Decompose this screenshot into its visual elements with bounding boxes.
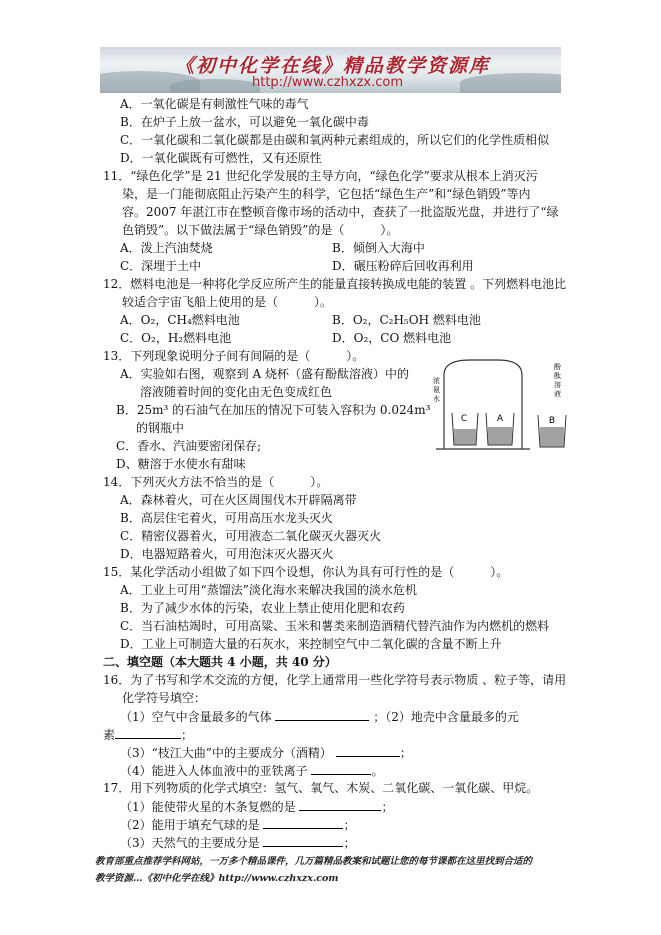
q15-option-d: D．工业上可制造大量的石灰水，来控制空气中二氧化碳的含量不断上升	[120, 637, 502, 651]
label-beaker-a: A	[496, 414, 504, 424]
q17-answer-blank-2[interactable]	[263, 816, 343, 829]
q13-stem: 13．下列现象说明分子间有间隔的是（ ）。	[103, 349, 365, 363]
q12-option-a: A．O₂，CH₄燃料电池	[120, 313, 240, 327]
q16-answer-blank-4[interactable]	[311, 762, 371, 775]
q14-stem: 14．下列灭火方法不恰当的是（ ）。	[103, 475, 329, 489]
footer-line-2: 教学资源…《初中化学在线》http://www.czhxzx.com	[95, 873, 339, 884]
q13-option-a-2: 溶液随着时间的变化由无色变成红色	[140, 385, 333, 399]
q12-option-d: D．O₂，CO 燃料电池	[332, 331, 452, 345]
section-heading-fill-in: 二、填空题（本大题共 4 小题，共 40 分）	[103, 655, 337, 669]
q16-semicolon-3: ；	[399, 746, 412, 760]
q12-stem-1: 12．燃料电池是一种将化学反应所产生的能量直接转换成电能的装置 。下列燃料电池比	[103, 277, 567, 291]
q17-item-2	[120, 816, 355, 833]
q11-option-c: C．深埋于土中	[120, 259, 202, 273]
q13-option-c: C．香水、汽油要密闭保存;	[116, 439, 262, 453]
q17-semicolon-3: ；	[343, 836, 356, 850]
q16-semicolon-2: ；	[181, 728, 194, 742]
q15-option-b: B．为了减少水体的污染，农业上禁止使用化肥和农药	[120, 601, 405, 615]
q16-answer-blank-1[interactable]	[275, 708, 369, 721]
footer-line-1: 教育部重点推荐学科网站，一万多个精品课件，几万篇精品教案和试题让您的每节课都在这里找到合适的	[95, 856, 533, 867]
q16-item-3-text: （3）“枝江大曲”中的主要成分（酒精）	[120, 746, 332, 760]
q16-period: 。	[371, 764, 384, 778]
q12-option-b: B．O₂，C₂H₅OH 燃料电池	[332, 313, 481, 327]
header-banner	[100, 47, 561, 93]
q16-item-3	[120, 744, 412, 761]
q13-option-b-1: B．25m³ 的石油气在加压的情况下可装入容积为 0.024m³	[116, 403, 431, 417]
q14-option-b: B．高层住宅着火，可用高压水龙头灭火	[120, 511, 333, 525]
q16-item-2-suffix: 素	[103, 728, 116, 742]
beaker-b-liquid	[540, 427, 564, 447]
q12-option-c: C．O₂，H₂燃料电池	[120, 331, 232, 345]
beaker-c-liquid	[454, 429, 476, 445]
label-beaker-c: C	[460, 414, 468, 424]
q17-semicolon-2: ；	[343, 818, 356, 832]
q11-stem-3: 容。2007 年湛江市在整顿音像市场的活动中，查获了一批盗版光盘，并进行了“绿	[122, 205, 559, 219]
banner-title: 《初中化学在线》精品教学资源库	[175, 55, 491, 77]
q15-option-a: A．工业上可用“蒸馏法”淡化海水来解决我国的淡水危机	[120, 583, 417, 597]
q11-stem-1: 11．“绿色化学”是 21 世纪化学发展的主导方向，“绿色化学”要求从根本上消灭污	[103, 169, 538, 183]
q15-option-c: C．当石油枯竭时，可用高粱、玉米和薯类来制造酒精代替汽油作为内燃机的燃料	[120, 619, 550, 633]
q17-item-3	[120, 834, 355, 851]
q14-option-a: A．森林着火，可在火区周围伐木开辟隔离带	[120, 493, 357, 507]
q17-answer-blank-3[interactable]	[263, 834, 343, 847]
label-beaker-b: B	[548, 416, 556, 426]
q13-option-b-2: 的钢瓶中	[136, 421, 185, 435]
q16-item-4-text: （4）能进入人体血液中的亚铁离子	[120, 764, 308, 778]
q16-stem-2: 化学符号填空：	[122, 691, 207, 705]
q11-option-d: D．碾压粉碎后回收再利用	[332, 259, 474, 273]
q13-option-d: D、糖溶于水使水有甜味	[116, 457, 246, 471]
q17-answer-blank-1[interactable]	[299, 798, 381, 811]
q10-option-d: D．一氧化碳既有可燃性，又有还原性	[120, 151, 322, 165]
q17-item-2-text: （2）能用于填充气球的是	[120, 818, 260, 832]
ammonia-diffusion-figure	[430, 357, 580, 450]
q10-option-c: C．一氧化碳和二氧化碳都是由碳和氧两种元素组成的，所以它们的化学性质相似	[120, 133, 550, 147]
q17-item-3-text: （3）天然气的主要成分是	[120, 836, 260, 850]
label-ammonia: 浓氨水	[433, 377, 440, 403]
q17-item-1-text: （1）能使带火星的木条复燃的是	[120, 800, 296, 814]
q16-item-2-text: ；（2）地壳中含量最多的元	[373, 710, 519, 724]
q17-stem: 17．用下列物质的化学式填空：氢气、氧气、木炭、二氧化碳、一氧化碳、甲烷。	[103, 781, 539, 795]
q11-option-a: A．泼上汽油焚烧	[120, 241, 213, 255]
q16-item-2-cont	[103, 726, 193, 743]
q11-stem-2: 染，是一门能彻底阻止污染产生的科学，它包括“绿色生产”和“绿色销毁”等内	[122, 187, 531, 201]
q10-option-b: B．在炉子上放一盆水，可以避免一氧化碳中毒	[120, 115, 369, 129]
label-phenolphthalein: 酚酞溶液	[554, 363, 561, 398]
q11-stem-4: 色销毁”。以下做法属于“绿色销毁”的是（ ）。	[122, 223, 399, 237]
q17-item-1	[120, 798, 393, 815]
q16-stem-1: 16．为了书写和学术交流的方便，化学上通常用一些化学符号表示物质 、粒子等，请用	[103, 673, 567, 687]
q15-stem: 15．某化学活动小组做了如下四个设想，你认为具有可行性的是（ ）。	[103, 565, 509, 579]
q17-semicolon-1: ；	[381, 800, 394, 814]
q14-option-d: D．电器短路着火，可用泡沫灭火器灭火	[120, 547, 334, 561]
beaker-a-liquid	[488, 427, 512, 445]
q13-option-a-1: A．实验如右图，观察到 A 烧杯（盛有酚酞溶液）中的	[120, 367, 409, 381]
q12-stem-2: 较适合宇宙飞船上使用的是（ ）。	[122, 295, 333, 309]
q16-item-1-text: （1）空气中含量最多的气体	[120, 710, 272, 724]
q16-answer-blank-3[interactable]	[336, 744, 400, 757]
q14-option-c: C．精密仪器着火，可用液态二氧化碳灭火器灭火	[120, 529, 382, 543]
q11-option-b: B．倾倒入大海中	[332, 241, 425, 255]
q16-item-4	[120, 762, 383, 779]
q16-item-1	[120, 708, 519, 725]
q10-option-a: A．一氧化碳是有刺激性气味的毒气	[120, 97, 309, 111]
q16-answer-blank-2[interactable]	[115, 726, 181, 739]
banner-url[interactable]: http://www.czhxzx.com	[252, 75, 403, 90]
